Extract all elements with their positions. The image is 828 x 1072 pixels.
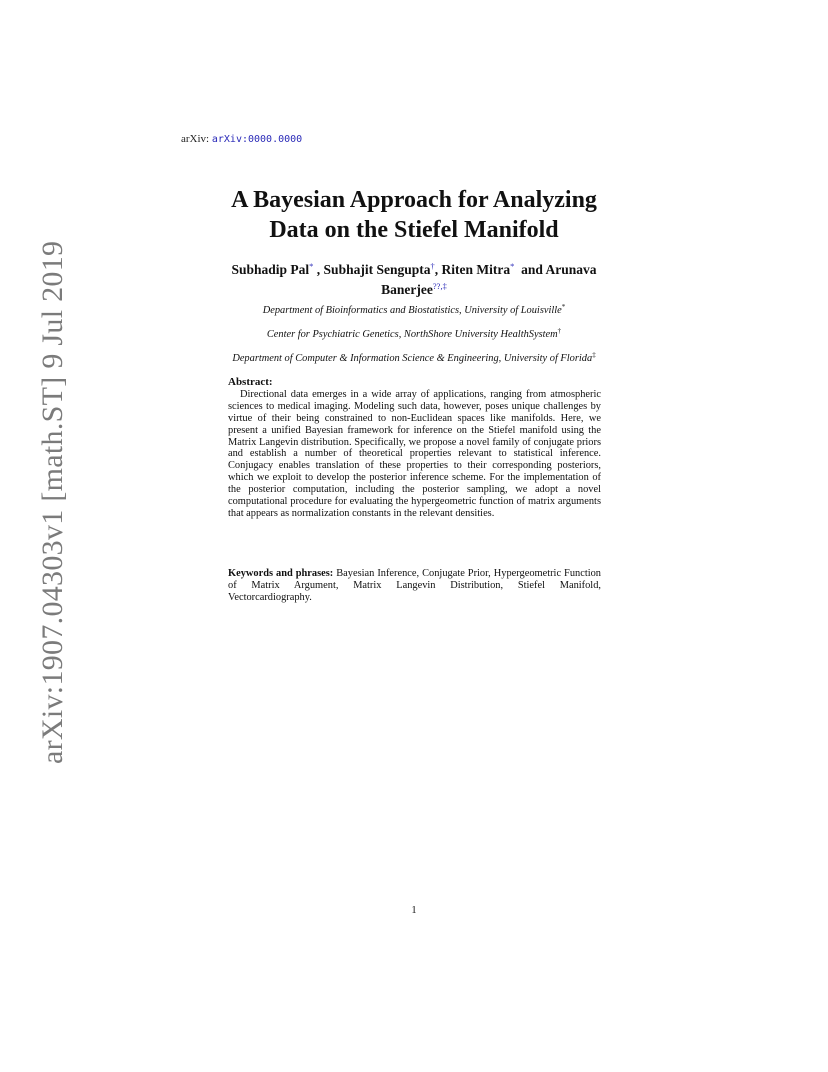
journal-id-link[interactable]: arXiv:0000.0000	[211, 134, 303, 145]
journal-id-prefix: arXiv:	[181, 133, 212, 145]
author-name: Subhajit Sengupta	[323, 262, 431, 277]
affiliation-mark: †	[557, 327, 562, 335]
author-name: Subhadip Pal	[231, 262, 310, 277]
journal-id-line	[181, 133, 302, 145]
affiliation-item	[150, 321, 678, 345]
arxiv-stamp-text: arXiv:1907.04303v1 [math.ST] 9 Jul 2019	[36, 240, 69, 764]
title-line-2: Data on the Stiefel Manifold	[269, 217, 559, 243]
affiliation-text: Center for Psychiatric Genetics, NorthShore University HealthSystem	[266, 329, 558, 340]
author-footnote-mark[interactable]: †	[430, 261, 435, 271]
keywords-section	[228, 568, 601, 604]
affiliation-item	[150, 345, 678, 369]
author-name-last: Banerjee	[381, 282, 433, 297]
author-footnote-mark[interactable]: ??,‡	[432, 281, 447, 291]
page-number: 1	[411, 905, 417, 916]
author-footnote-mark[interactable]: *	[510, 261, 515, 271]
author-name: Riten Mitra	[441, 262, 511, 277]
author-name-first: Arunava	[545, 262, 597, 277]
keywords-heading: Keywords and phrases:	[228, 568, 334, 579]
affiliation-text: Department of Computer & Information Science & Engineering, University of Florida	[232, 353, 593, 364]
affiliation-text: Department of Bioinformatics and Biostatistics, University of Louisville	[262, 305, 562, 316]
author-line-2	[150, 278, 678, 298]
author-list	[150, 258, 678, 298]
paper-title	[150, 185, 678, 245]
affiliation-item	[150, 297, 678, 321]
title-line-1: A Bayesian Approach for Analyzing	[231, 187, 597, 213]
abstract-heading: Abstract:	[228, 376, 273, 388]
keywords-text: Bayesian Inference, Conjugate Prior, Hypergeometric Function of Matrix Argument, Matrix Langevin Distribution, Stiefel Manifold, Vectorcardiography.	[228, 568, 601, 603]
author-footnote-mark[interactable]: *	[309, 261, 314, 271]
affiliation-list	[150, 297, 678, 369]
author-line-1: Subhadip Pal* , Subhajit Sengupta†, Riten Mitra* and Arunava	[231, 261, 597, 277]
abstract-section	[228, 377, 601, 520]
abstract-body: Directional data emerges in a wide array of applications, ranging from atmospheric sciences to medical imaging. Modeling such data, however, poses unique challenges by virtue of their being constrained to non-Euclidean spaces like manifolds. Here, we present a unified Bayesian framework for inference on the Stiefel manifold using the Matrix Langevin distribution. Specifically, we propose a novel family of conjugate priors and establish a number of theoretical properties relevant to statistical inference. Conjugacy enables translation of these properties to their corresponding posteriors, which we exploit to develop the posterior inference scheme. For the implementation of the posterior computation, including the posterior sampling, we adopt a novel computational procedure for evaluating the hypergeometric function of matrix arguments that appears as normalization constants in the relevant densities.	[228, 388, 601, 519]
affiliation-mark: *	[561, 303, 566, 311]
affiliation-mark: ‡	[592, 351, 596, 359]
